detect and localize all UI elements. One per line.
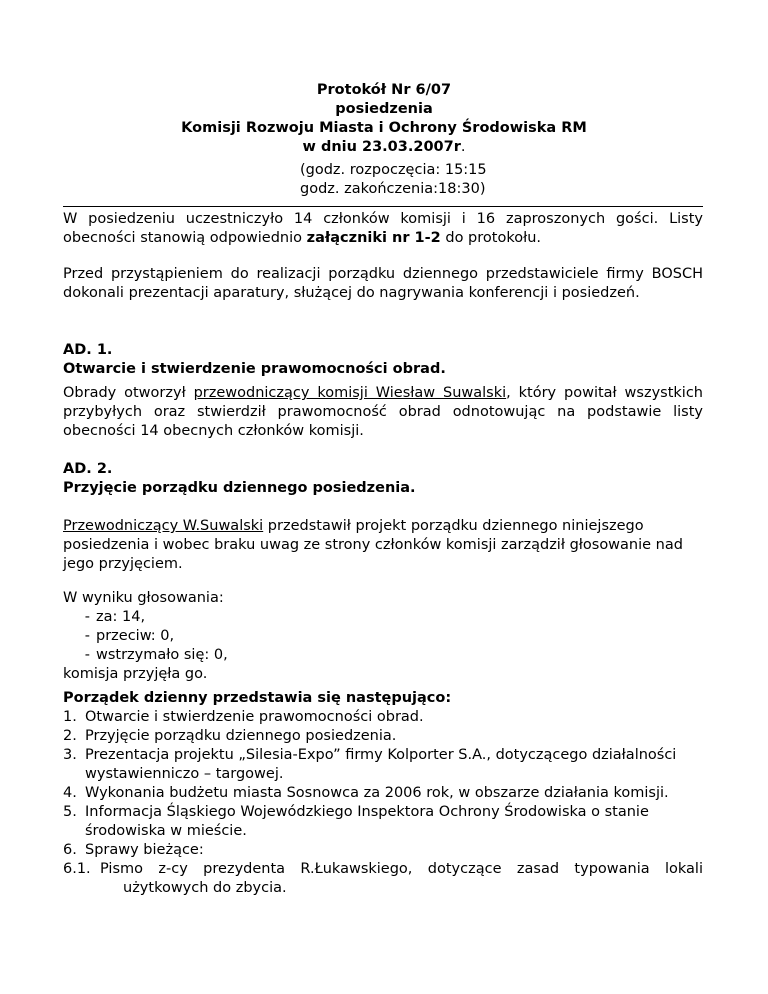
agenda-item: 2. Przyjęcie porządku dziennego posiedzenia. bbox=[63, 728, 397, 744]
agenda-item: 1. Otwarcie i stwierdzenie prawomocności obrad. bbox=[63, 709, 424, 725]
vote-item: - wstrzymało się: 0, bbox=[84, 647, 228, 663]
meeting-date: w dniu 23.03.2007r. bbox=[302, 139, 466, 155]
committee-name: Komisji Rozwoju Miasta i Ochrony Środowiska RM bbox=[181, 120, 587, 136]
ad1-title: Otwarcie i stwierdzenie prawomocności obrad. bbox=[63, 361, 446, 377]
vote-item: - przeciw: 0, bbox=[84, 628, 175, 644]
attachments-ref: załączniki nr 1-2 bbox=[306, 230, 441, 246]
ad2-heading: AD. 2. Przyjęcie porządku dziennego posiedzenia. bbox=[63, 460, 703, 498]
ad1-paragraph: Obrady otworzył przewodniczący komisji Wiesław Suwalski, który powitał wszystkich przybyłych oraz stwierdził prawomocność obrad odnotowując na podstawie listy obecności 14 obecnych członków komisji. bbox=[63, 385, 703, 439]
agenda-item: 6. Sprawy bieżące: bbox=[63, 842, 204, 858]
chairman-short: Przewodniczący W.Suwalski bbox=[63, 518, 264, 534]
protocol-number: Protokół Nr 6/07 bbox=[316, 82, 452, 98]
meeting-hours bbox=[300, 161, 487, 199]
agenda-subitem: 6.1. Pismo z-cy prezydenta R.Łukawskiego, dotyczące zasad typowania lokali bbox=[63, 861, 703, 877]
ad1-heading: AD. 1. Otwarcie i stwierdzenie prawomocności obrad. bbox=[63, 341, 703, 379]
chairman-name: przewodniczący komisji Wiesław Suwalski bbox=[193, 385, 507, 401]
bosch-paragraph: Przed przystąpieniem do realizacji porządku dziennego przedstawiciele firmy BOSCH dokonali prezentacji aparatury, służącej do nagrywania konferencji i posiedzeń. bbox=[63, 266, 703, 301]
ad2-title: Przyjęcie porządku dziennego posiedzenia. bbox=[63, 480, 416, 496]
agenda-item: 3. Prezentacja projektu „Silesia-Expo” firmy Kolporter S.A., dotyczącego działalności bbox=[63, 747, 677, 763]
vote-results: W wyniku głosowania: - za: 14, - przeciw: 0, - wstrzymało się: 0, komisja przyjęła go. bbox=[63, 589, 703, 684]
vote-item: - za: 14, bbox=[84, 609, 146, 625]
divider bbox=[63, 206, 703, 207]
start-time: (godz. rozpoczęcia: 15:15 bbox=[300, 162, 487, 178]
ad2-paragraph: Przewodniczący W.Suwalski przedstawił projekt porządku dziennego niniejszego posiedzenia i wobec braku uwag ze strony członków komisji zarządził głosowanie nad jego przyjęciem. bbox=[63, 518, 683, 572]
protocol-subtitle: posiedzenia bbox=[335, 101, 433, 117]
agenda-item: 4. Wykonania budżetu miasta Sosnowca za 2006 rok, w obszarze działania komisji. bbox=[63, 785, 669, 801]
intro-paragraph: W posiedzeniu uczestniczyło 14 członków komisji i 16 zaproszonych gości. Listy obecności stanowią odpowiednio załączniki nr 1-2 do protokołu. bbox=[63, 211, 703, 246]
protocol-header bbox=[0, 81, 768, 157]
vote-result: komisja przyjęła go. bbox=[63, 666, 208, 682]
agenda-title: Porządek dzienny przedstawia się następująco: bbox=[63, 690, 452, 706]
agenda: Porządek dzienny przedstawia się następująco: 1. Otwarcie i stwierdzenie prawomocności obrad. 2. Przyjęcie porządku dziennego posiedzenia. 3. Prezentacja projektu „Silesia-Expo” firmy Kolporter S.A., dotyczącego działalności wystawienniczo – targowej. 4. Wykonania budżetu miasta Sosnowca za 2006 rok, w obszarze działania komisji. 5. Informacja Śląskiego Wojewódzkiego Inspektora Ochrony Środowiska o stanie środowiska w mieście. 6. Sprawy bieżące: 6.1. Pismo z-cy prezydenta R.Łukawskiego, dotyczące zasad typowania lokali użytkowych do zbycia. bbox=[63, 690, 703, 896]
end-time: godz. zakończenia:18:30) bbox=[300, 181, 486, 197]
agenda-item: 5. Informacja Śląskiego Wojewódzkiego Inspektora Ochrony Środowiska o stanie bbox=[63, 804, 649, 820]
